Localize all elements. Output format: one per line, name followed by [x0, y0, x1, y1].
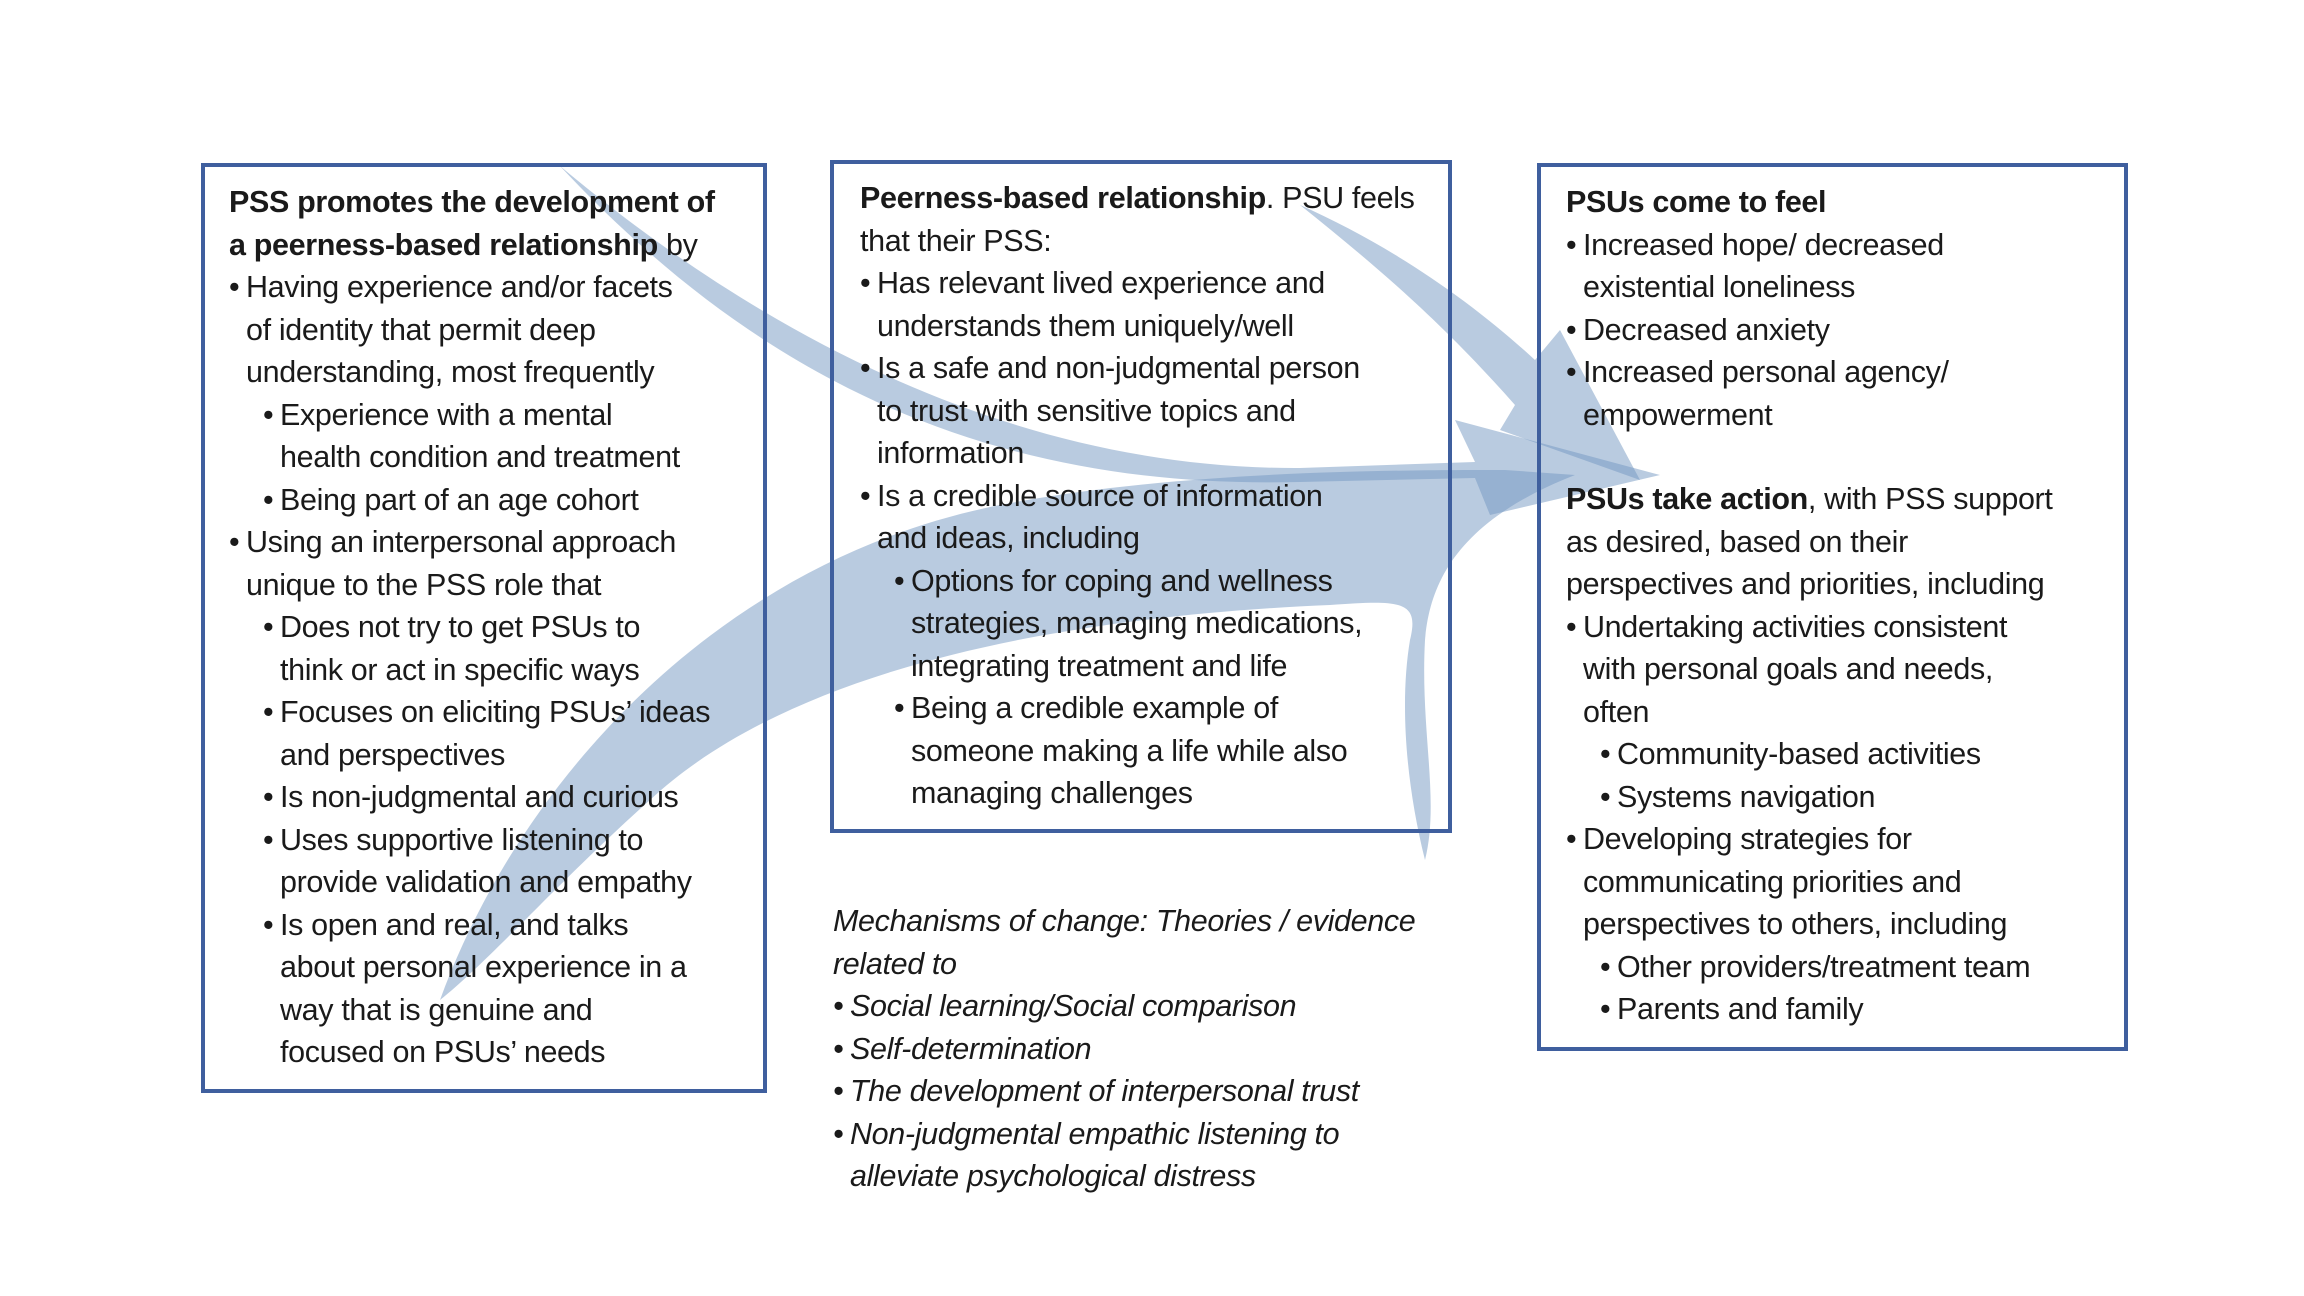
- psu-outcomes-box: [1537, 163, 2128, 1051]
- middle-b3-sub1-line1: Options for coping and wellness: [911, 563, 1333, 598]
- bullet-icon: •: [894, 691, 905, 725]
- action-bullet-2: [1566, 818, 2110, 861]
- bullet-icon: •: [833, 1074, 844, 1108]
- action-bullet-1-sub-2: [1566, 776, 2110, 819]
- middle-b3-sub-1: [860, 560, 1434, 603]
- left-heading-bold-2: a peerness-based relationship: [229, 227, 658, 262]
- left-b1-sub-1: [229, 394, 749, 437]
- action-bullet-2-sub-2: [1566, 988, 2110, 1031]
- middle-bullet-2: [860, 347, 1434, 390]
- mechanism-item-4: [833, 1113, 1533, 1156]
- left-b1-sub1-line1: Experience with a mental: [280, 397, 613, 432]
- feel-heading-text: PSUs come to feel: [1566, 185, 1827, 219]
- middle-bullet-3: [860, 475, 1434, 518]
- mechanism-item2-text: Self-determination: [850, 1031, 1092, 1066]
- a2-sub2: Parents and family: [1617, 992, 1864, 1026]
- bullet-icon: •: [229, 525, 240, 559]
- feel-bullet-2: [1566, 309, 2110, 352]
- bullet-icon: •: [833, 1031, 844, 1066]
- a2-line2: communicating priorities and: [1583, 864, 1962, 899]
- action-bullet-1-sub-1: [1566, 733, 2110, 776]
- left-b2-sub4-line2: provide validation and empathy: [280, 865, 692, 899]
- a1-line2: with personal goals and needs,: [1583, 652, 1994, 686]
- middle-b1-line2: understands them uniquely/well: [877, 308, 1294, 343]
- mechanisms-of-change: [833, 900, 1533, 1198]
- a2-line1: Developing strategies for: [1583, 822, 1912, 856]
- left-b1-sub2-line1: Being part of an age cohort: [280, 482, 639, 517]
- mechanism-item4-line2: alleviate psychological distress: [850, 1159, 1256, 1193]
- left-b1-sub-2: [229, 479, 749, 522]
- a1-line3: often: [1583, 694, 1650, 729]
- middle-heading-line-1: [860, 177, 1434, 220]
- feel3-line2: empowerment: [1583, 397, 1773, 432]
- action-heading-bold: PSUs take action: [1566, 482, 1808, 516]
- a2-line3: perspectives to others, including: [1583, 907, 2008, 941]
- bullet-icon: •: [263, 610, 274, 644]
- feel3-line1: Increased personal agency/: [1583, 355, 1949, 389]
- bullet-icon: •: [1600, 737, 1611, 771]
- left-b2-sub1-line2: think or act in specific ways: [280, 652, 640, 687]
- left-b1-sub1-line2: health condition and treatment: [280, 440, 680, 474]
- mechanism-item-3: [833, 1070, 1533, 1113]
- middle-bullet-1: [860, 262, 1434, 305]
- left-b2-sub3-line1: Is non-judgmental and curious: [280, 780, 679, 814]
- middle-b3-sub2-line2: someone making a life while also: [911, 733, 1348, 768]
- bullet-icon: •: [263, 822, 274, 857]
- left-b2-sub-4: [229, 819, 749, 862]
- feel2-line1: Decreased anxiety: [1583, 312, 1830, 347]
- left-b2-sub5-line4: focused on PSUs’ needs: [280, 1035, 606, 1069]
- mechanism-item4-line1: Non-judgmental empathic listening to: [850, 1116, 1340, 1151]
- action-line2: as desired, based on their: [1566, 524, 1908, 559]
- middle-heading-bold: Peerness-based relationship: [860, 181, 1266, 215]
- middle-heading-line-2: that their PSS:: [860, 223, 1052, 258]
- feel-bullet-1: [1566, 224, 2110, 267]
- middle-b2-line2: to trust with sensitive topics and: [877, 393, 1296, 428]
- bullet-icon: •: [229, 270, 240, 304]
- left-b2-sub5-line3: way that is genuine and: [280, 992, 593, 1027]
- left-b2-line2: unique to the PSS role that: [246, 567, 602, 602]
- left-b2-sub2-line2: and perspectives: [280, 737, 505, 772]
- bullet-icon: •: [1566, 609, 1577, 644]
- middle-b1-line1: Has relevant lived experience and: [877, 266, 1325, 300]
- bullet-icon: •: [263, 695, 274, 729]
- left-b2-sub-2: [229, 691, 749, 734]
- peerness-relationship-box: [830, 160, 1452, 833]
- left-b2-sub4-line1: Uses supportive listening to: [280, 822, 644, 857]
- feel-bullet-3: [1566, 351, 2110, 394]
- section-spacer: [1566, 436, 2110, 478]
- bullet-icon: •: [860, 351, 871, 385]
- action-heading-rest: , with PSS support: [1807, 482, 2053, 516]
- left-b2-sub1-line1: Does not try to get PSUs to: [280, 610, 641, 644]
- left-b2-sub-5: [229, 904, 749, 947]
- bullet-icon: •: [833, 1116, 844, 1151]
- left-b1-line2: of identity that permit deep: [246, 312, 596, 347]
- left-b2-sub5-line2: about personal experience in a: [280, 950, 687, 984]
- mechanisms-title-line2: related to: [833, 946, 957, 981]
- left-b1-line3: understanding, most frequently: [246, 355, 655, 389]
- bullet-icon: •: [894, 563, 905, 598]
- feel-heading: [1566, 181, 2110, 224]
- middle-b3-sub2-line1: Being a credible example of: [911, 691, 1278, 725]
- bullet-icon: •: [263, 482, 274, 517]
- action-line3: perspectives and priorities, including: [1566, 567, 2045, 601]
- feel1-line2: existential loneliness: [1583, 270, 1856, 304]
- middle-b3-sub2-line3: managing challenges: [911, 776, 1193, 810]
- bullet-icon: •: [860, 478, 871, 513]
- bullet-icon: •: [1600, 992, 1611, 1026]
- left-b2-line1: Using an interpersonal approach: [246, 525, 676, 559]
- left-b1-line1: Having experience and/or facets: [246, 270, 673, 304]
- a1-sub1: Community-based activities: [1617, 737, 1981, 771]
- mechanism-item3-text: The development of interpersonal trust: [850, 1074, 1359, 1108]
- middle-b2-line3: information: [877, 436, 1025, 470]
- pss-promotes-box: [201, 163, 767, 1093]
- feel1-line1: Increased hope/ decreased: [1583, 227, 1944, 262]
- mechanism-item1-text: Social learning/Social comparison: [850, 989, 1297, 1023]
- middle-b3-sub1-line3: integrating treatment and life: [911, 648, 1288, 683]
- middle-b3-sub1-line2: strategies, managing medications,: [911, 606, 1363, 640]
- left-b2-sub-1: [229, 606, 749, 649]
- middle-b3-line1: Is a credible source of information: [877, 478, 1323, 513]
- left-b2-sub5-line1: Is open and real, and talks: [280, 907, 629, 942]
- left-b2-sub-3: [229, 776, 749, 819]
- a1-sub2: Systems navigation: [1617, 779, 1876, 814]
- left-heading-bold-1: PSS promotes the development of: [229, 185, 715, 219]
- left-bullet-1: [229, 266, 749, 309]
- a1-line1: Undertaking activities consistent: [1583, 609, 2008, 644]
- middle-b3-line2: and ideas, including: [877, 521, 1140, 555]
- bullet-icon: •: [1566, 355, 1577, 389]
- mechanism-item-2: [833, 1028, 1533, 1071]
- bullet-icon: •: [1600, 779, 1611, 814]
- bullet-icon: •: [1566, 822, 1577, 856]
- mechanism-item-1: [833, 985, 1533, 1028]
- bullet-icon: •: [263, 780, 274, 814]
- left-heading-line-1: [229, 181, 749, 224]
- action-bullet-2-sub-1: [1566, 946, 2110, 989]
- bullet-icon: •: [1566, 312, 1577, 347]
- bullet-icon: •: [263, 907, 274, 942]
- bullet-icon: •: [263, 397, 274, 432]
- bullet-icon: •: [860, 266, 871, 300]
- action-bullet-1: [1566, 606, 2110, 649]
- left-heading-line-2: [229, 224, 749, 267]
- middle-b2-line1: Is a safe and non-judgmental person: [877, 351, 1360, 385]
- action-heading: [1566, 478, 2110, 521]
- middle-b3-sub-2: [860, 687, 1434, 730]
- mechanisms-title-line1: Mechanisms of change: Theories / evidence: [833, 904, 1416, 938]
- a2-sub1: Other providers/treatment team: [1617, 949, 2031, 984]
- left-heading-rest: by: [657, 227, 698, 262]
- bullet-icon: •: [833, 989, 844, 1023]
- left-b2-sub2-line1: Focuses on eliciting PSUs’ ideas: [280, 695, 711, 729]
- bullet-icon: •: [1600, 949, 1611, 984]
- left-bullet-2: [229, 521, 749, 564]
- bullet-icon: •: [1566, 227, 1577, 262]
- middle-heading-rest: . PSU feels: [1265, 181, 1415, 215]
